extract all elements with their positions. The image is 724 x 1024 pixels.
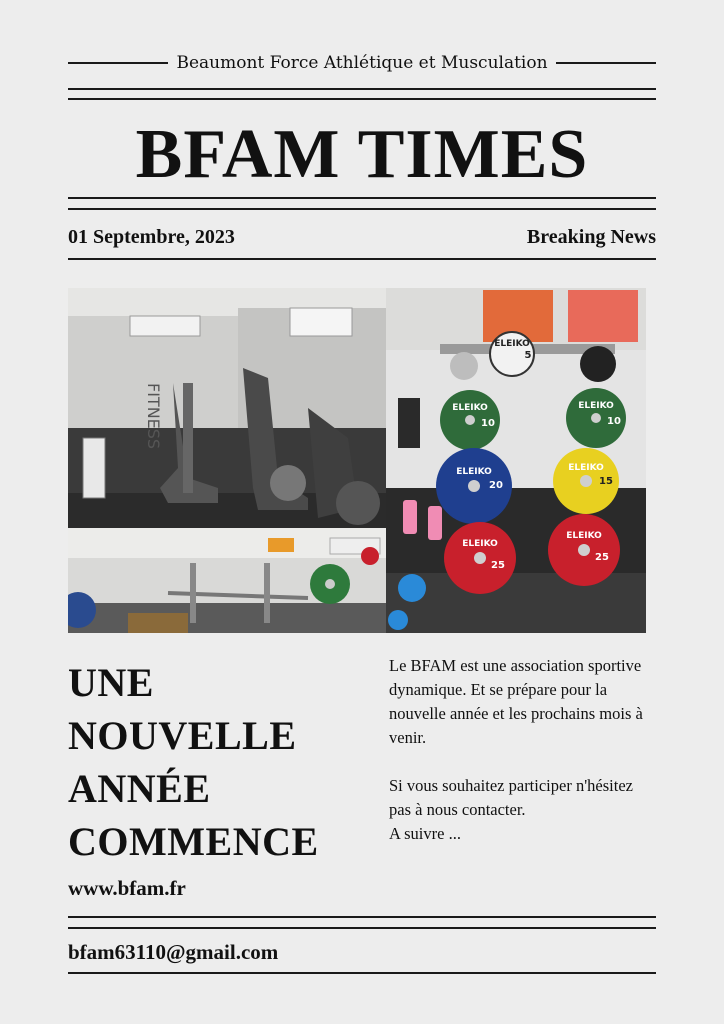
plate-label: ELEIKO [578, 401, 614, 411]
headline-line: NOUVELLE [68, 713, 297, 758]
subtitle: Beaumont Force Athlétique et Musculation [176, 53, 548, 73]
divider [68, 98, 656, 100]
headline-line: UNE [68, 660, 154, 705]
website-link[interactable]: www.bfam.fr [68, 876, 186, 900]
plate-label: ELEIKO [452, 403, 488, 413]
plate-weight: 5 [524, 350, 532, 361]
plate-weight: 20 [489, 480, 503, 491]
cardio-room-photo [68, 288, 386, 528]
dateline [68, 224, 656, 250]
divider [68, 208, 656, 210]
gym-photo [68, 288, 646, 633]
masthead-title: BFAM TIMES [135, 116, 589, 193]
plate-weight: 25 [595, 552, 609, 563]
subtitle-bar [68, 50, 656, 76]
divider [68, 916, 656, 918]
article-body [389, 654, 659, 846]
article-contact-line: Si vous souhaitez participer n'hésitez pas à nous contacter. [389, 776, 633, 819]
plate-weight: 10 [607, 416, 621, 427]
plate-weight: 25 [491, 560, 505, 571]
plate-weight: 15 [599, 476, 613, 487]
subtitle-rule-left [68, 62, 168, 64]
racks-photo [68, 528, 386, 633]
issue-date: 01 Septembre, 2023 [68, 225, 235, 248]
wall-fitness-text: FITNESS [144, 383, 163, 450]
plate-label: ELEIKO [568, 463, 604, 473]
article-follow-line: A suivre ... [389, 824, 461, 843]
headline-line: COMMENCE [68, 819, 319, 864]
subtitle-rule-right [556, 62, 656, 64]
plate-label: ELEIKO [566, 531, 602, 541]
divider [68, 197, 656, 199]
headline-line: ANNÉE [68, 766, 211, 811]
breaking-news-label: Breaking News [526, 225, 656, 248]
email-link[interactable]: bfam63110@gmail.com [68, 940, 279, 964]
plate-label: ELEIKO [494, 339, 530, 349]
plate-weight: 10 [481, 418, 495, 429]
divider [68, 927, 656, 929]
divider [68, 972, 656, 974]
divider [68, 88, 656, 90]
article-paragraph [389, 774, 659, 846]
plate-label: ELEIKO [462, 539, 498, 549]
plate-label: ELEIKO [456, 467, 492, 477]
gym-photo-collage [68, 288, 646, 633]
article-headline [68, 656, 368, 868]
divider [68, 258, 656, 260]
article-paragraph: Le BFAM est une association sportive dynamique. Et se prépare pour la nouvelle année et les prochains mois à venir. [389, 656, 643, 747]
plate-rack-photo [386, 288, 646, 633]
